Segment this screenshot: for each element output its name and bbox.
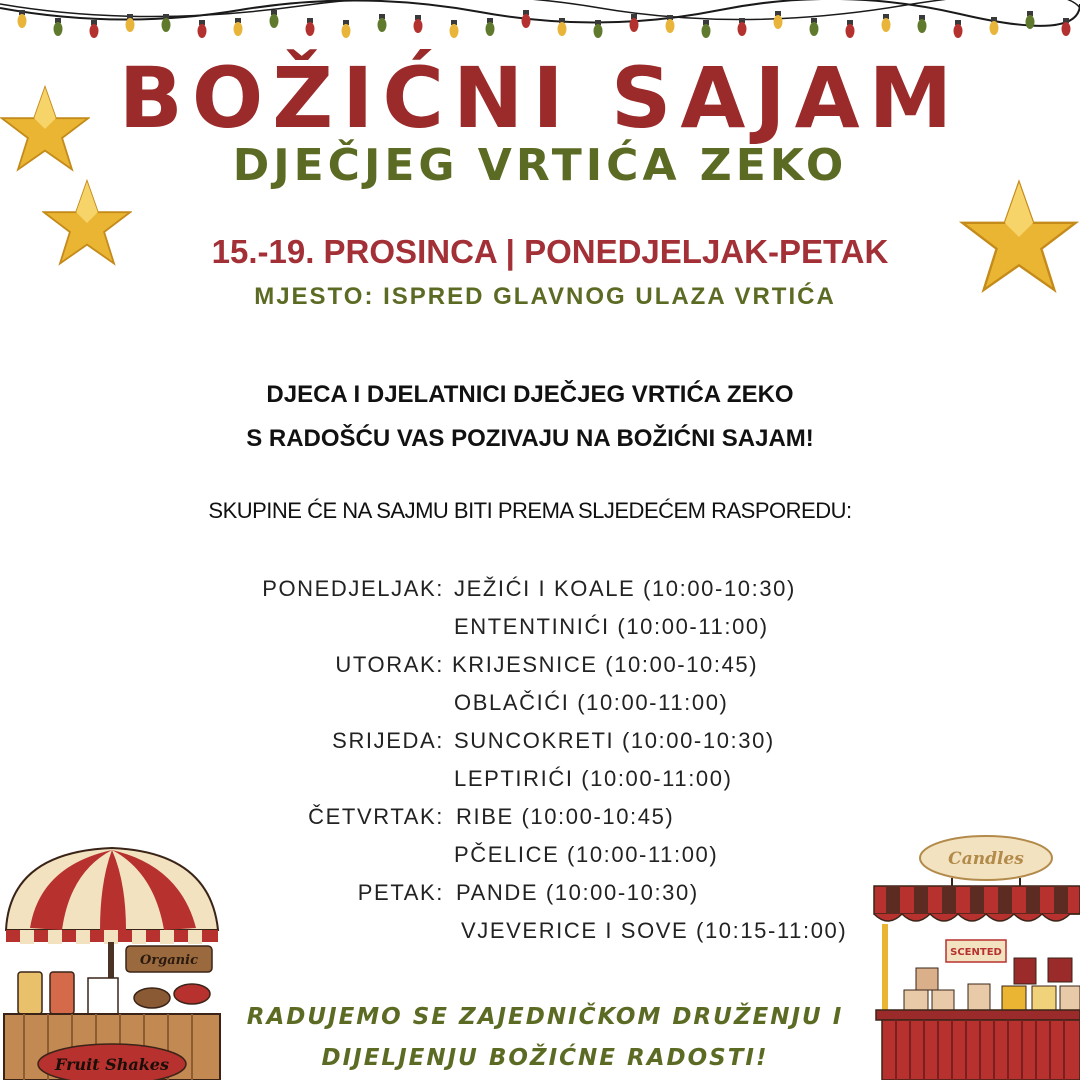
closing-line-1: RADUJEMO SE ZAJEDNIČKOM DRUŽENJU I bbox=[246, 1004, 844, 1030]
light-bulb-icon bbox=[738, 22, 747, 36]
light-bulb-icon bbox=[810, 22, 819, 36]
event-dates: 15.-19. PROSINCA | PONEDJELJAK-PETAK bbox=[211, 233, 889, 270]
schedule-group: PČELICE (10:00-11:00) bbox=[454, 842, 719, 867]
schedule-group: SUNCOKRETI (10:00-10:30) bbox=[454, 728, 775, 753]
schedule-group: ENTENTINIĆI (10:00-11:00) bbox=[454, 614, 769, 639]
light-bulb-icon bbox=[954, 24, 963, 38]
schedule-row bbox=[0, 684, 1080, 722]
schedule-group: OBLAČIĆI (10:00-11:00) bbox=[454, 690, 729, 715]
stall-tag-scented: SCENTED bbox=[950, 947, 1002, 958]
light-bulb-icon bbox=[918, 19, 927, 33]
schedule-group: KRIJESNICE (10:00-10:45) bbox=[452, 652, 759, 677]
schedule-row bbox=[0, 722, 1080, 760]
light-bulb-icon bbox=[486, 22, 495, 36]
schedule-day: UTORAK: bbox=[335, 652, 444, 677]
schedule-day: PONEDJELJAK: bbox=[262, 576, 444, 601]
light-bulb-icon bbox=[378, 18, 387, 32]
stall-sign-organic: Organic bbox=[140, 953, 198, 968]
market-stall-icon bbox=[0, 842, 225, 1080]
market-stall-icon bbox=[868, 832, 1080, 1080]
schedule-day: SRIJEDA: bbox=[332, 728, 444, 753]
schedule-group: VJEVERICE I SOVE (10:15-11:00) bbox=[461, 918, 848, 943]
schedule-row bbox=[0, 646, 1080, 684]
schedule-group: RIBE (10:00-10:45) bbox=[456, 804, 675, 829]
light-bulb-icon bbox=[774, 15, 783, 29]
schedule-group: PANDE (10:00-10:30) bbox=[456, 880, 699, 905]
light-bulb-icon bbox=[522, 14, 531, 28]
schedule-row bbox=[0, 760, 1080, 798]
schedule-day: ČETVRTAK: bbox=[308, 804, 444, 829]
light-bulb-icon bbox=[990, 21, 999, 35]
light-bulb-icon bbox=[126, 18, 135, 32]
schedule-intro: SKUPINE ĆE NA SAJMU BITI PREMA SLJEDEĆEM RASPOREDU: bbox=[208, 498, 852, 523]
light-bulb-icon bbox=[54, 22, 63, 36]
light-bulb-icon bbox=[90, 24, 99, 38]
light-bulb-icon bbox=[558, 22, 567, 36]
light-bulb-icon bbox=[306, 22, 315, 36]
light-bulb-icon bbox=[846, 24, 855, 38]
light-bulb-icon bbox=[162, 18, 171, 32]
event-place: MJESTO: ISPRED GLAVNOG ULAZA VRTIĆA bbox=[254, 283, 836, 310]
light-bulb-icon bbox=[234, 22, 243, 36]
page-subtitle: DJEČJEG VRTIĆA ZEKO bbox=[232, 140, 848, 191]
light-bulb-icon bbox=[666, 19, 675, 33]
light-bulb-icon bbox=[594, 24, 603, 38]
light-bulb-icon bbox=[198, 24, 207, 38]
light-bulb-icon bbox=[450, 24, 459, 38]
light-bulb-icon bbox=[342, 24, 351, 38]
invitation-line-1: DJECA I DJELATNICI DJEČJEG VRTIĆA ZEKO bbox=[266, 381, 794, 408]
schedule-row bbox=[0, 570, 1080, 608]
schedule-group: LEPTIRIĆI (10:00-11:00) bbox=[454, 766, 733, 791]
schedule-day: PETAK: bbox=[357, 880, 444, 905]
schedule-group: JEŽIĆI I KOALE (10:00-10:30) bbox=[454, 576, 796, 601]
stall-sign-candles: Candles bbox=[948, 849, 1024, 869]
light-bulb-icon bbox=[882, 18, 891, 32]
schedule-row bbox=[0, 798, 1080, 836]
light-bulb-icon bbox=[270, 14, 279, 28]
page-title: BOŽIĆNI SAJAM bbox=[118, 49, 962, 147]
light-bulb-icon bbox=[18, 14, 27, 28]
light-bulb-icon bbox=[630, 18, 639, 32]
closing-line-2: DIJELJENJU BOŽIĆNE RADOSTI! bbox=[321, 1045, 769, 1071]
schedule-row bbox=[0, 608, 1080, 646]
light-bulb-icon bbox=[702, 24, 711, 38]
stall-banner-fruit-shakes: Fruit Shakes bbox=[54, 1055, 170, 1074]
invitation-line-2: S RADOŠĆU VAS POZIVAJU NA BOŽIĆNI SAJAM! bbox=[246, 425, 814, 452]
light-bulb-icon bbox=[414, 19, 423, 33]
light-bulb-icon bbox=[1026, 15, 1035, 29]
light-bulb-icon bbox=[1062, 22, 1071, 36]
